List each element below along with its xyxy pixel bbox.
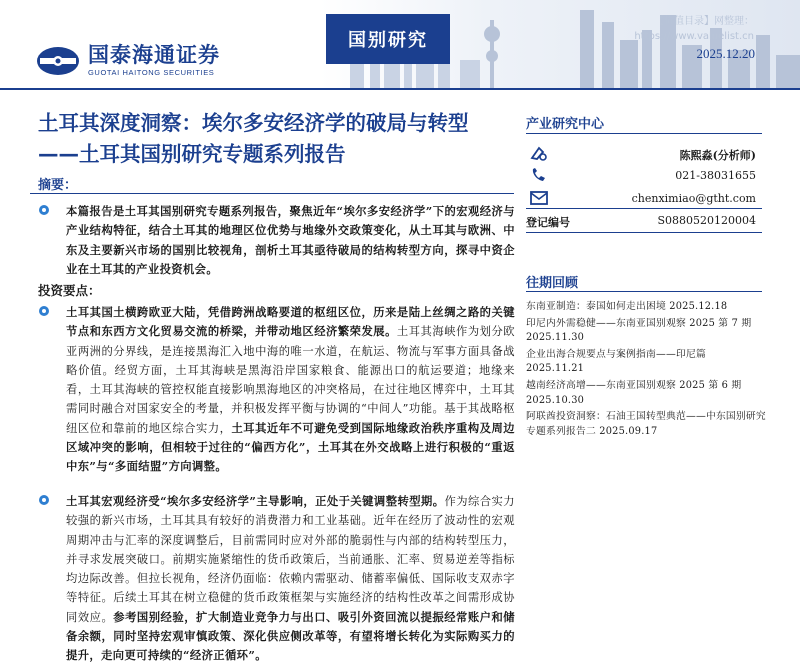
email-icon	[529, 189, 549, 207]
past-reports-title: 往期回顾	[526, 276, 579, 291]
email-address[interactable]: chenximiao@gtht.com	[631, 192, 756, 205]
bullet-icon	[38, 494, 50, 506]
abstract-divider	[30, 193, 514, 194]
sidebar-divider	[526, 291, 762, 292]
header-divider	[0, 88, 800, 90]
registration-number: S0880520120004	[657, 214, 756, 227]
bullet-icon	[38, 204, 50, 216]
point-1-tail: 土耳其近年不可避免受到国际地缘政治秩序重构及周边区域冲突的影响，但相较于过往的“偏西方化”，土耳其在外交战略上进行积极的“重返中东”与“多面结盟”方向调整。	[66, 420, 515, 474]
report-title: 土耳其深度洞察：埃尔多安经济学的破局与转型——土耳其国别研究专题系列报告	[38, 111, 469, 166]
logo-mark-icon	[36, 46, 80, 76]
logo-chinese-name: 国泰海通证券	[88, 43, 220, 67]
past-report-item[interactable]: 企业出海合规要点与案例指南——印尼篇 2025.11.21	[526, 348, 706, 375]
bullet-icon	[38, 305, 50, 317]
investment-highlights-label: 投资要点：	[38, 283, 101, 298]
watermark-text	[634, 14, 754, 44]
analyst-name: 陈熙淼(分析师)	[679, 149, 756, 162]
watermark-line-1: 【价值目录】网整理：	[654, 16, 754, 27]
research-center-title: 产业研究中心	[526, 117, 605, 132]
registration-label: 登记编号	[526, 216, 570, 229]
past-report-item[interactable]: 越南经济高增——东南亚国别观察 2025 第 6 期 2025.10.30	[526, 379, 742, 406]
abstract-label: 摘要：	[38, 178, 78, 193]
company-logo	[36, 44, 220, 77]
sidebar-divider	[526, 133, 762, 134]
point-1-text	[66, 303, 515, 477]
report-date: 2025.12.20	[696, 46, 755, 61]
point-2-text	[66, 492, 515, 666]
sidebar-divider	[526, 208, 762, 209]
watermark-line-2: https://www.valuelist.cn	[634, 31, 754, 42]
past-report-item[interactable]: 印尼内外需稳健——东南亚国别观察 2025 第 7 期 2025.11.30	[526, 317, 752, 344]
point-2-tail: 参考国别经验，扩大制造业竞争力与出口、吸引外资回流以提振经常账户和储备余额，同时坚持宏观审慎政策、深化供应侧改革等，有望将增长转化为实际购买力的提升，走向更可持续的“经济正循环”。	[66, 609, 515, 663]
past-reports-list	[526, 300, 766, 441]
sidebar-divider	[526, 232, 762, 233]
point-1-lead: 土耳其国土横跨欧亚大陆，凭借跨洲战略要道的枢纽区位，历来是陆上丝绸之路的关键节点和东西方文化贸易交流的桥梁，并带动地区经济繁荣发展。	[66, 305, 515, 339]
phone-number: 021-38031655	[675, 169, 756, 182]
past-report-item[interactable]: 东南亚制造：泰国如何走出困境 2025.12.18	[526, 301, 728, 312]
analyst-icon	[529, 144, 549, 162]
point-2-lead: 土耳其宏观经济受“埃尔多安经济学”主导影响，正处于关键调整转型期。	[66, 494, 445, 508]
point-1-body: 土耳其海峡作为划分欧亚两洲的分界线，是连接黑海汇入地中海的唯一水道，在航运、物流与军事方面具备战略价值。经贸方面，土耳其海峡是黑海沿岸国家粮食、能源出口的航运要道；地缘来看，土耳其海峡的管控权能直接影响黑海地区的冲突格局，在过往地区博弈中，土耳其需同时融合对国家安全的考量，并积极发挥平衡与协调的“中间人”功能。基于其战略枢纽区位和靠前的地区综合实力，	[66, 325, 515, 435]
abstract-text: 本篇报告是土耳其国别研究专题系列报告，聚焦近年“埃尔多安经济学”下的宏观经济与产业结构特征，结合土耳其的地理区位优势与地缘外交政策变化，从土耳其与欧洲、中东及主要新兴市场的国别比较视角，剖析土耳其亟待破局的结构转型方向，探寻中资企业在土耳其的产业投资机会。	[66, 204, 515, 276]
past-report-item[interactable]: 阿联酋投资洞察：石油王国转型典范——中东国别研究专题系列报告二 2025.09.17	[526, 411, 766, 437]
report-category-tab: 国别研究	[326, 14, 450, 64]
report-header	[0, 0, 800, 90]
phone-icon	[529, 166, 549, 184]
logo-english-name: GUOTAI HAITONG SECURITIES	[88, 68, 215, 77]
point-2-body: 作为综合实力较强的新兴市场，土耳其具有较好的消费潜力和工业基础。近年在经历了波动性的宏观周期冲击与汇率的深度调整后，目前需同时应对外部的脆弱性与内部的结构转型压力，并寻求发展突破口。前期实施紧缩性的货币政策后，当前通胀、汇率、贸易逆差等指标均边际改善。但拉长视角，经济仍面临：依赖内需驱动、储蓄率偏低、国际收支双赤字等特征。后续土耳其在树立稳健的货币政策框架与实施经济的结构性改革之间需形成协同效应。	[66, 495, 515, 624]
